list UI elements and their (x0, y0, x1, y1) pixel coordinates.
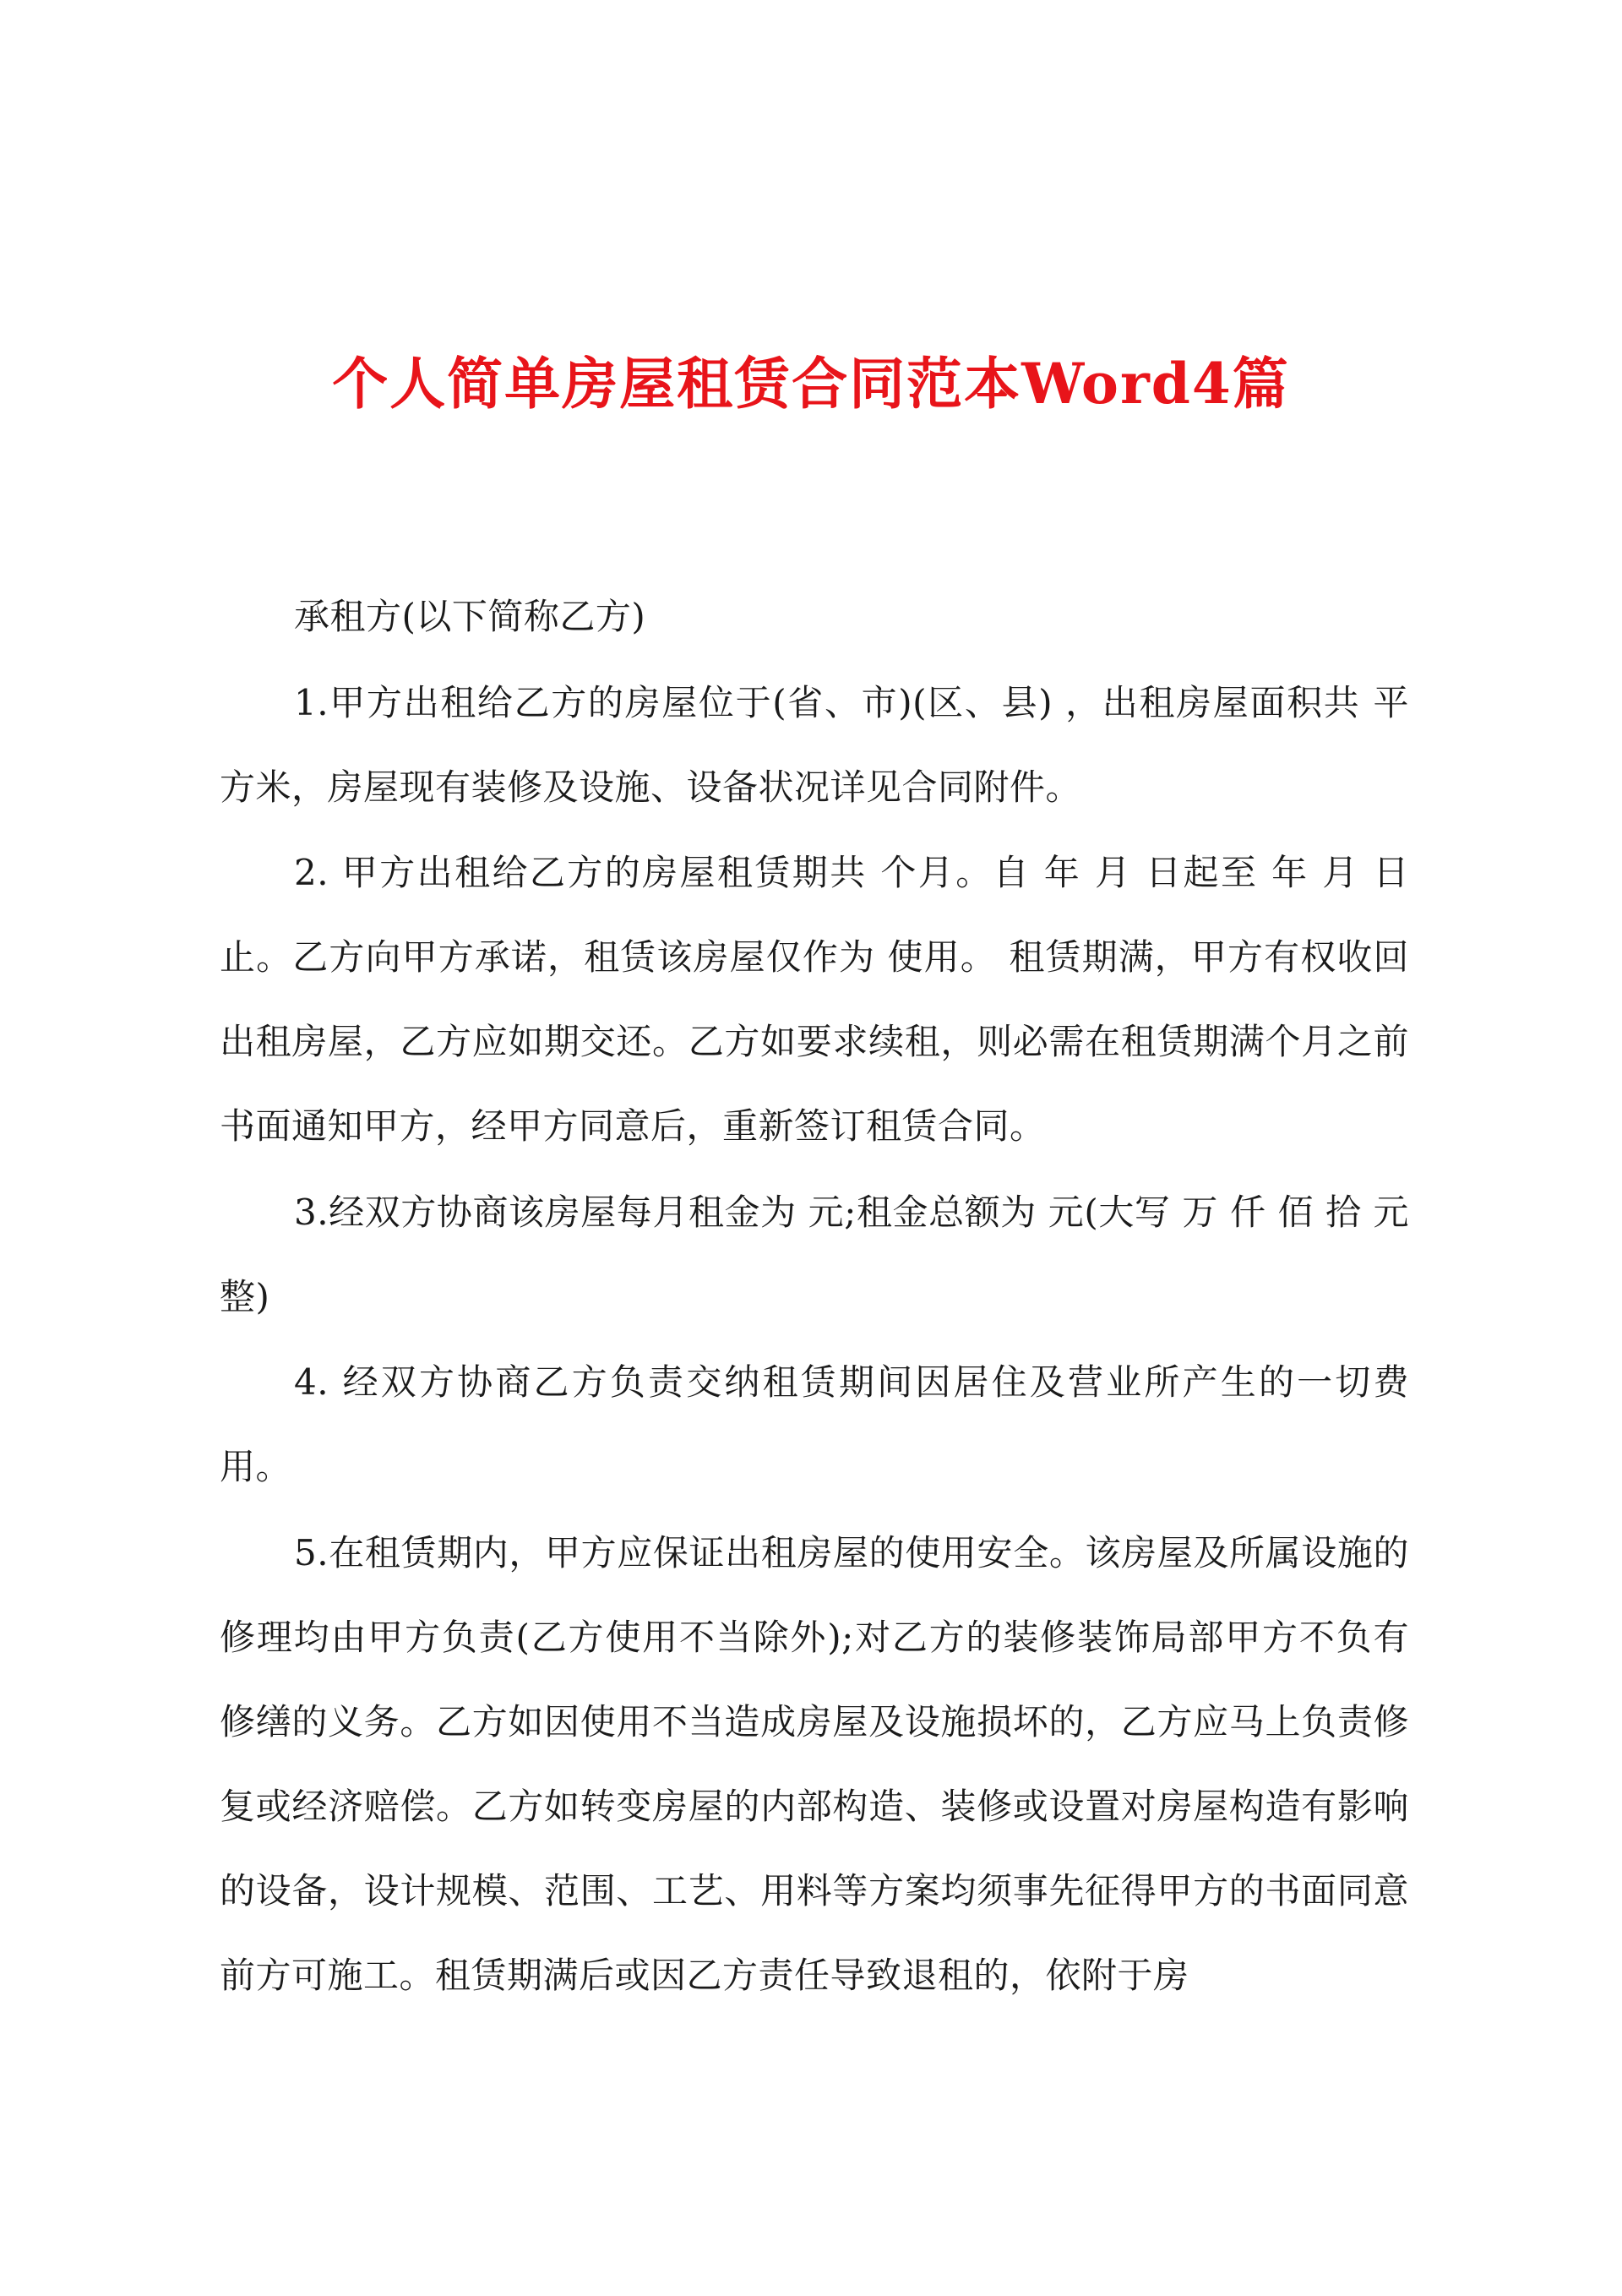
paragraph-clause-1: 1.甲方出租给乙方的房屋位于(省、市)(区、县) ，出租房屋面积共 平方米，房屋现有装修及设施、设备状况详见合同附件。 (220, 681, 1409, 808)
paragraph-clause-4: 4. 经双方协商乙方负责交纳租赁期间因居住及营业所产生的一切费用。 (220, 1361, 1409, 1487)
paragraph-clause-5: 5.在租赁期内，甲方应保证出租房屋的使用安全。该房屋及所属设施的修理均由甲方负责(乙方使用不当除外);对乙方的装修装饰局部甲方不负有修缮的义务。乙方如因使用不当造成房屋及设施损坏的，乙方应马上负责修复或经济赔偿。乙方如转变房屋的内部构造、装修或设置对房屋构造有影响的设备，设计规模、范围、工艺、用料等方案均须事先征得甲方的书面同意前方可施工。租赁期满后或因乙方责任导致退租的，依附于房 (220, 1531, 1409, 1996)
paragraph-clause-3: 3.经双方协商该房屋每月租金为 元;租金总额为 元(大写 万 仟 佰 拾 元整) (220, 1191, 1409, 1317)
document-title: 个人简单房屋租赁合同范本Word4篇 (332, 351, 1290, 417)
document-body (220, 575, 1409, 2019)
paragraph-clause-2: 2. 甲方出租给乙方的房屋租赁期共 个月。自 年 月 日起至 年 月 日止。乙方向甲方承诺，租赁该房屋仅作为 使用。 租赁期满，甲方有权收回出租房屋，乙方应如期交还。乙方如要求续租，则必需在租赁期满个月之前书面通知甲方，经甲方同意后，重新签订租赁合同。 (220, 852, 1409, 1147)
paragraph-lessee: 承租方(以下简称乙方) (294, 596, 646, 637)
